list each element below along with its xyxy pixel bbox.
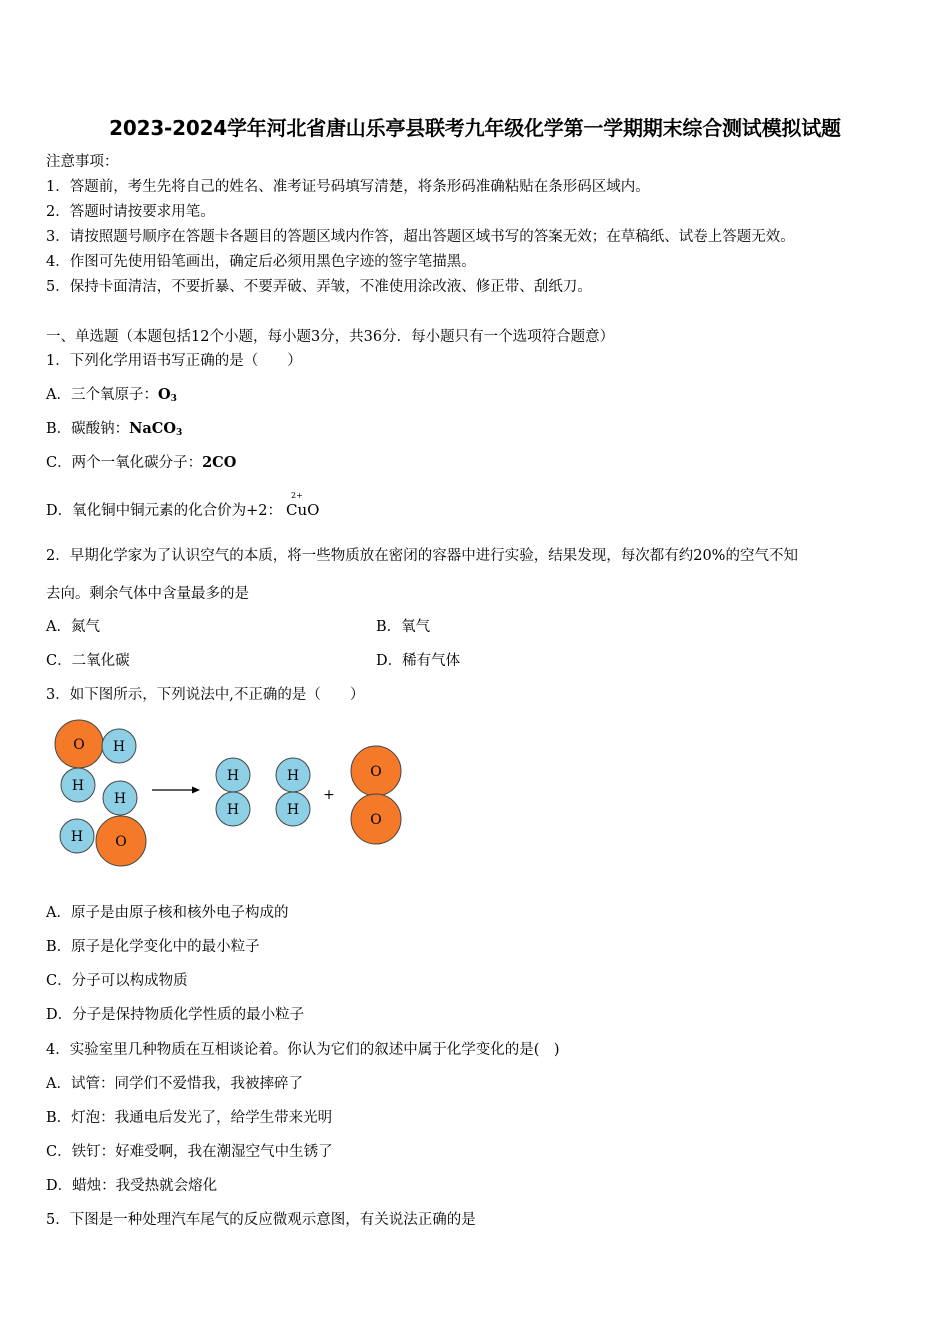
q2-options-row2: [46, 651, 906, 671]
h-label: H: [226, 768, 240, 784]
q1-option-d-formula-text: CuO: [286, 501, 320, 519]
o-label: O: [73, 737, 85, 753]
q2-options-row1: [46, 617, 906, 637]
notice-item-4: 4．作图可先使用铅笔画出，确定后必须用黑色字迹的签字笔描黑。: [46, 254, 476, 270]
notice-item-2: 2．答题时请按要求用笔。: [46, 204, 215, 220]
h-label: H: [113, 791, 127, 807]
q1-option-a: [46, 385, 177, 409]
q4-option-a: A．试管：同学们不爱惜我，我被摔碎了: [46, 1076, 303, 1092]
o-label: O: [115, 834, 127, 850]
arrow-head-icon: [192, 787, 200, 794]
q1-option-a-sub: 3: [170, 394, 177, 404]
q2-option-d: D．稀有气体: [376, 653, 461, 669]
notice-item-3: 3．请按照题号顺序在答题卡各题目的答题区域内作答，超出答题区域书写的答案无效；在草稿纸、试卷上答题无效。: [46, 229, 795, 245]
notice-item-1: 1．答题前，考生先将自己的姓名、准考证号码填写清楚，将条形码准确粘贴在条形码区域内。: [46, 179, 650, 195]
h-label: H: [71, 778, 85, 794]
section-heading: 一、单选题（本题包括12个小题，每小题3分，共36分．每小题只有一个选项符合题意）: [46, 329, 615, 345]
q4-option-b: B．灯泡：我通电后发光了，给学生带来光明: [46, 1110, 333, 1126]
q2-option-b: B．氧气: [376, 619, 431, 635]
q3-option-d: D．分子是保持物质化学性质的最小粒子: [46, 1007, 305, 1023]
q1-option-d-sup: 2+: [291, 491, 303, 500]
q2-option-c: C．二氧化碳: [46, 653, 130, 669]
h-label: H: [112, 739, 126, 755]
q1-stem: 1．下列化学用语书写正确的是（ ）: [46, 353, 302, 369]
q3-option-b: B．原子是化学变化中的最小粒子: [46, 939, 260, 955]
q1-option-d-text: D．氧化铜中铜元素的化合价为+2：: [46, 503, 282, 519]
q1-option-b-sub: 3: [175, 428, 183, 438]
q1-option-b: [46, 419, 182, 443]
q1-option-d: [46, 491, 320, 521]
q1-option-a-formula: O: [157, 386, 171, 403]
molecule-diagram: [48, 716, 418, 872]
o-label: O: [370, 812, 382, 828]
q2-option-a: A．氮气: [46, 619, 100, 635]
q4-option-c: C．铁钉：好难受啊，我在潮湿空气中生锈了: [46, 1144, 333, 1160]
q1-option-c-formula: 2CO: [202, 454, 237, 471]
h-label: H: [286, 768, 300, 784]
q1-option-b-text: B．碳酸钠：: [46, 421, 130, 437]
q1-option-d-formula: [286, 491, 320, 520]
h-label: H: [286, 802, 300, 818]
q3-option-a: A．原子是由原子核和核外电子构成的: [46, 905, 289, 921]
q1-option-c-text: C．两个一氧化碳分子：: [46, 455, 203, 471]
q4-option-d: D．蜡烛：我受热就会熔化: [46, 1178, 218, 1194]
q5-stem: 5．下图是一种处理汽车尾气的反应微观示意图，有关说法正确的是: [46, 1212, 476, 1228]
page-title: 2023-2024学年河北省唐山乐亭县联考九年级化学第一学期期末综合测试模拟试题: [109, 116, 841, 140]
notice-heading: 注意事项：: [46, 154, 119, 170]
q1-option-c: [46, 453, 236, 473]
notice-item-5: 5．保持卡面清洁，不要折暴、不要弄破、弄皱，不准使用涂改液、修正带、刮纸刀。: [46, 279, 592, 295]
q2-stem-line1: 2．早期化学家为了认识空气的本质，将一些物质放在密闭的容器中进行实验，结果发现，每次都有约20%的空气不知: [46, 548, 798, 564]
q4-stem: 4．实验室里几种物质在互相谈论着。你认为它们的叙述中属于化学变化的是( ): [46, 1042, 560, 1058]
h-label: H: [226, 802, 240, 818]
q3-stem: 3．如下图所示，下列说法中,不正确的是（ ）: [46, 687, 365, 703]
plus-sign: +: [323, 787, 335, 803]
q1-option-a-text: A．三个氧原子：: [46, 387, 158, 403]
q3-option-c: C．分子可以构成物质: [46, 973, 188, 989]
q2-stem-line2: 去向。剩余气体中含量最多的是: [46, 586, 249, 602]
h-label: H: [70, 829, 84, 845]
o-label: O: [370, 764, 382, 780]
q1-option-b-formula: NaCO: [129, 420, 176, 437]
